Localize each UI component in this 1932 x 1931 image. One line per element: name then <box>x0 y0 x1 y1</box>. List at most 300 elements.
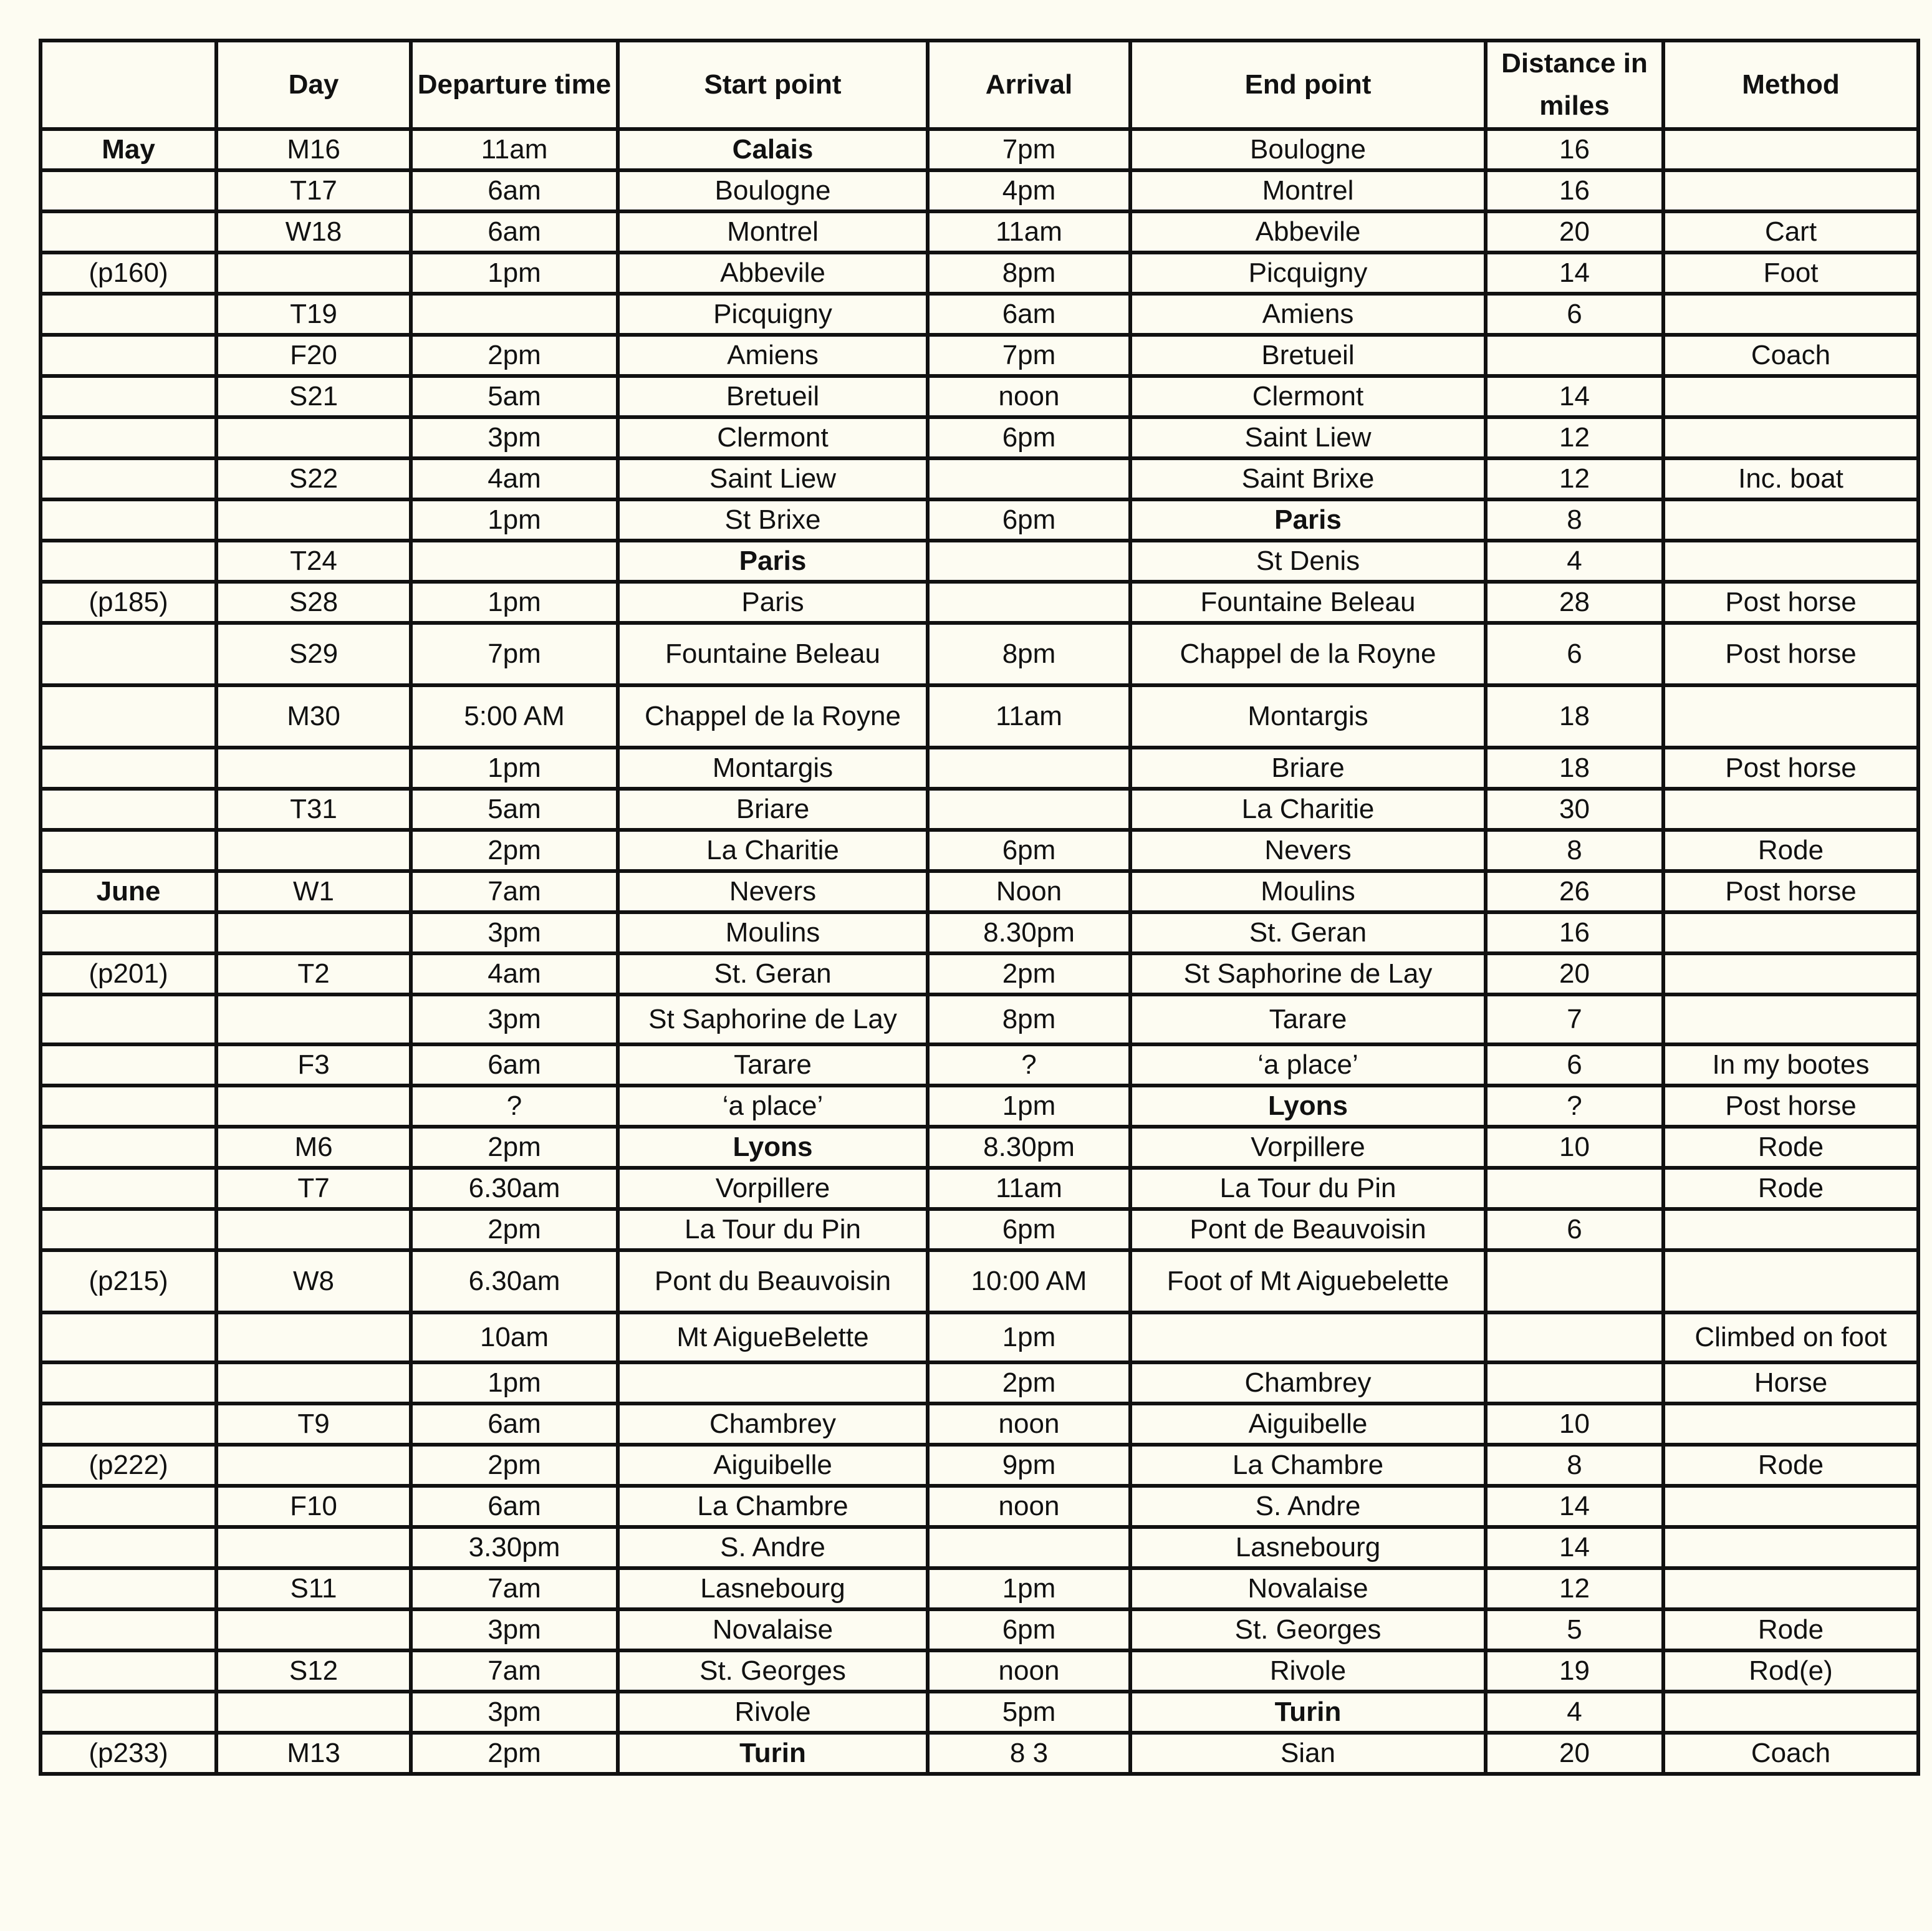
departure-cell: 3pm <box>411 1692 618 1733</box>
table-row <box>41 582 1918 623</box>
method-cell: Foot <box>1663 253 1918 294</box>
departure-cell: 3.30pm <box>411 1527 618 1568</box>
day-cell: T17 <box>216 170 411 211</box>
arrival-cell: 8pm <box>928 253 1130 294</box>
table-row <box>41 335 1918 376</box>
end-point-cell: Picquigny <box>1130 253 1486 294</box>
distance-cell <box>1486 1312 1663 1362</box>
header-month <box>41 41 216 129</box>
arrival-cell: 6pm <box>928 830 1130 871</box>
end-point-cell: Saint Liew <box>1130 417 1486 458</box>
day-cell: M13 <box>216 1733 411 1774</box>
table-row <box>41 1086 1918 1127</box>
end-point-cell: La Chambre <box>1130 1445 1486 1486</box>
start-point-cell: Fountaine Beleau <box>618 623 928 685</box>
distance-cell: 20 <box>1486 1733 1663 1774</box>
distance-cell: 12 <box>1486 458 1663 499</box>
method-cell <box>1663 294 1918 335</box>
end-point-cell: Lasnebourg <box>1130 1527 1486 1568</box>
day-cell <box>216 912 411 953</box>
day-cell <box>216 830 411 871</box>
month-cell: (p201) <box>41 953 216 994</box>
method-cell <box>1663 1250 1918 1312</box>
method-cell: Post horse <box>1663 1086 1918 1127</box>
departure-cell: 2pm <box>411 1445 618 1486</box>
day-cell: T7 <box>216 1168 411 1209</box>
departure-cell: 6am <box>411 1044 618 1086</box>
table-row <box>41 748 1918 789</box>
arrival-cell: noon <box>928 1404 1130 1445</box>
month-cell <box>41 748 216 789</box>
departure-cell: 7am <box>411 1568 618 1609</box>
end-point-cell: Rivole <box>1130 1650 1486 1692</box>
end-point-cell: Amiens <box>1130 294 1486 335</box>
start-point-cell: Lyons <box>618 1127 928 1168</box>
end-point-cell: Pont de Beauvoisin <box>1130 1209 1486 1250</box>
end-point-cell: Lyons <box>1130 1086 1486 1127</box>
end-point-cell: Saint Brixe <box>1130 458 1486 499</box>
day-cell <box>216 748 411 789</box>
end-point-cell: Nevers <box>1130 830 1486 871</box>
month-cell: June <box>41 871 216 912</box>
start-point-cell: Rivole <box>618 1692 928 1733</box>
arrival-cell: 2pm <box>928 1362 1130 1404</box>
month-cell: (p160) <box>41 253 216 294</box>
table-row <box>41 1568 1918 1609</box>
start-point-cell <box>618 1362 928 1404</box>
start-point-cell: Aiguibelle <box>618 1445 928 1486</box>
method-cell <box>1663 376 1918 417</box>
departure-cell <box>411 294 618 335</box>
departure-cell: 2pm <box>411 335 618 376</box>
header-departure-time: Departure time <box>411 41 618 129</box>
arrival-cell <box>928 541 1130 582</box>
month-cell <box>41 499 216 541</box>
arrival-cell: 6pm <box>928 499 1130 541</box>
end-point-cell: St. Geran <box>1130 912 1486 953</box>
distance-cell: 4 <box>1486 541 1663 582</box>
day-cell <box>216 1445 411 1486</box>
month-cell: (p233) <box>41 1733 216 1774</box>
day-cell <box>216 1312 411 1362</box>
table-row <box>41 830 1918 871</box>
end-point-cell: ‘a place’ <box>1130 1044 1486 1086</box>
distance-cell: 8 <box>1486 830 1663 871</box>
distance-cell: 26 <box>1486 871 1663 912</box>
distance-cell <box>1486 1168 1663 1209</box>
table-row <box>41 685 1918 748</box>
departure-cell: 6.30am <box>411 1168 618 1209</box>
day-cell: M16 <box>216 129 411 170</box>
day-cell: W8 <box>216 1250 411 1312</box>
end-point-cell: Boulogne <box>1130 129 1486 170</box>
table-row <box>41 541 1918 582</box>
table-row <box>41 1168 1918 1209</box>
arrival-cell: 6pm <box>928 417 1130 458</box>
arrival-cell: 6pm <box>928 1209 1130 1250</box>
month-cell <box>41 458 216 499</box>
start-point-cell: Briare <box>618 789 928 830</box>
end-point-cell: St Saphorine de Lay <box>1130 953 1486 994</box>
start-point-cell: Bretueil <box>618 376 928 417</box>
arrival-cell: 10:00 AM <box>928 1250 1130 1312</box>
month-cell <box>41 376 216 417</box>
departure-cell: 7am <box>411 1650 618 1692</box>
arrival-cell <box>928 458 1130 499</box>
day-cell: S21 <box>216 376 411 417</box>
distance-cell: ? <box>1486 1086 1663 1127</box>
distance-cell <box>1486 335 1663 376</box>
arrival-cell: 8pm <box>928 623 1130 685</box>
departure-cell: 10am <box>411 1312 618 1362</box>
month-cell <box>41 1044 216 1086</box>
departure-cell: 5am <box>411 789 618 830</box>
start-point-cell: S. Andre <box>618 1527 928 1568</box>
end-point-cell: Moulins <box>1130 871 1486 912</box>
itinerary-table <box>39 39 1920 1776</box>
day-cell: F10 <box>216 1486 411 1527</box>
day-cell <box>216 417 411 458</box>
start-point-cell: Calais <box>618 129 928 170</box>
distance-cell: 14 <box>1486 1486 1663 1527</box>
end-point-cell: S. Andre <box>1130 1486 1486 1527</box>
arrival-cell: 5pm <box>928 1692 1130 1733</box>
table-row <box>41 789 1918 830</box>
departure-cell: 6am <box>411 1486 618 1527</box>
departure-cell: 11am <box>411 129 618 170</box>
arrival-cell: 7pm <box>928 129 1130 170</box>
day-cell: M30 <box>216 685 411 748</box>
method-cell <box>1663 1527 1918 1568</box>
table-row <box>41 912 1918 953</box>
month-cell <box>41 623 216 685</box>
table-body <box>41 129 1918 1774</box>
day-cell <box>216 499 411 541</box>
end-point-cell: Chappel de la Royne <box>1130 623 1486 685</box>
end-point-cell <box>1130 1312 1486 1362</box>
start-point-cell: La Charitie <box>618 830 928 871</box>
method-cell <box>1663 417 1918 458</box>
distance-cell: 14 <box>1486 376 1663 417</box>
end-point-cell: Paris <box>1130 499 1486 541</box>
table-row <box>41 170 1918 211</box>
arrival-cell: 8.30pm <box>928 912 1130 953</box>
end-point-cell: Vorpillere <box>1130 1127 1486 1168</box>
day-cell: W18 <box>216 211 411 253</box>
arrival-cell: 7pm <box>928 335 1130 376</box>
start-point-cell: Saint Liew <box>618 458 928 499</box>
start-point-cell: Vorpillere <box>618 1168 928 1209</box>
month-cell <box>41 1568 216 1609</box>
arrival-cell: 6am <box>928 294 1130 335</box>
method-cell <box>1663 1486 1918 1527</box>
method-cell <box>1663 1209 1918 1250</box>
month-cell: May <box>41 129 216 170</box>
arrival-cell <box>928 1527 1130 1568</box>
method-cell: Post horse <box>1663 748 1918 789</box>
departure-cell: 7am <box>411 871 618 912</box>
day-cell: S22 <box>216 458 411 499</box>
arrival-cell: 9pm <box>928 1445 1130 1486</box>
month-cell <box>41 1527 216 1568</box>
arrival-cell: 1pm <box>928 1568 1130 1609</box>
distance-cell: 10 <box>1486 1127 1663 1168</box>
table-row <box>41 1609 1918 1650</box>
start-point-cell: St. Georges <box>618 1650 928 1692</box>
table-row <box>41 1250 1918 1312</box>
header-day: Day <box>216 41 411 129</box>
distance-cell: 20 <box>1486 953 1663 994</box>
start-point-cell: Picquigny <box>618 294 928 335</box>
distance-cell: 6 <box>1486 294 1663 335</box>
distance-cell: 5 <box>1486 1609 1663 1650</box>
departure-cell: 2pm <box>411 1209 618 1250</box>
arrival-cell: noon <box>928 376 1130 417</box>
month-cell: (p185) <box>41 582 216 623</box>
end-point-cell: Clermont <box>1130 376 1486 417</box>
departure-cell: 4am <box>411 953 618 994</box>
start-point-cell: Chambrey <box>618 1404 928 1445</box>
end-point-cell: Fountaine Beleau <box>1130 582 1486 623</box>
table-row <box>41 1650 1918 1692</box>
start-point-cell: Novalaise <box>618 1609 928 1650</box>
method-cell <box>1663 953 1918 994</box>
day-cell: T19 <box>216 294 411 335</box>
departure-cell: 1pm <box>411 253 618 294</box>
method-cell: Rode <box>1663 1609 1918 1650</box>
day-cell: S28 <box>216 582 411 623</box>
distance-cell: 14 <box>1486 253 1663 294</box>
distance-cell <box>1486 1250 1663 1312</box>
day-cell: T2 <box>216 953 411 994</box>
table-row <box>41 953 1918 994</box>
start-point-cell: Mt AigueBelette <box>618 1312 928 1362</box>
table-row <box>41 1044 1918 1086</box>
method-cell <box>1663 1404 1918 1445</box>
end-point-cell: Sian <box>1130 1733 1486 1774</box>
day-cell <box>216 994 411 1044</box>
departure-cell <box>411 541 618 582</box>
method-cell: Rod(e) <box>1663 1650 1918 1692</box>
end-point-cell: Montargis <box>1130 685 1486 748</box>
end-point-cell: Abbevile <box>1130 211 1486 253</box>
method-cell: Rode <box>1663 1445 1918 1486</box>
table-row <box>41 1362 1918 1404</box>
distance-cell: 12 <box>1486 417 1663 458</box>
method-cell <box>1663 789 1918 830</box>
departure-cell: 3pm <box>411 417 618 458</box>
table-row <box>41 1312 1918 1362</box>
method-cell: Rode <box>1663 1127 1918 1168</box>
distance-cell: 8 <box>1486 499 1663 541</box>
method-cell <box>1663 912 1918 953</box>
arrival-cell: 11am <box>928 685 1130 748</box>
day-cell <box>216 1609 411 1650</box>
method-cell <box>1663 994 1918 1044</box>
distance-cell: 18 <box>1486 748 1663 789</box>
end-point-cell: St Denis <box>1130 541 1486 582</box>
month-cell <box>41 912 216 953</box>
table-row <box>41 1445 1918 1486</box>
departure-cell: 2pm <box>411 830 618 871</box>
day-cell: T31 <box>216 789 411 830</box>
month-cell <box>41 1486 216 1527</box>
month-cell <box>41 1168 216 1209</box>
distance-cell: 6 <box>1486 1209 1663 1250</box>
table-row <box>41 417 1918 458</box>
distance-cell: 6 <box>1486 1044 1663 1086</box>
table-row <box>41 1404 1918 1445</box>
month-cell <box>41 1362 216 1404</box>
start-point-cell: Moulins <box>618 912 928 953</box>
method-cell: Post horse <box>1663 582 1918 623</box>
day-cell: S12 <box>216 1650 411 1692</box>
departure-cell: 7pm <box>411 623 618 685</box>
distance-cell: 12 <box>1486 1568 1663 1609</box>
departure-cell: 3pm <box>411 994 618 1044</box>
method-cell: Rode <box>1663 1168 1918 1209</box>
header-distance: Distance in miles <box>1486 41 1663 129</box>
month-cell <box>41 1086 216 1127</box>
day-cell <box>216 1692 411 1733</box>
day-cell: S11 <box>216 1568 411 1609</box>
month-cell <box>41 541 216 582</box>
month-cell <box>41 1209 216 1250</box>
table-row <box>41 129 1918 170</box>
distance-cell: 6 <box>1486 623 1663 685</box>
table-row <box>41 994 1918 1044</box>
arrival-cell: 8.30pm <box>928 1127 1130 1168</box>
arrival-cell: ? <box>928 1044 1130 1086</box>
distance-cell: 19 <box>1486 1650 1663 1692</box>
method-cell <box>1663 1568 1918 1609</box>
start-point-cell: Paris <box>618 582 928 623</box>
distance-cell: 28 <box>1486 582 1663 623</box>
end-point-cell: St. Georges <box>1130 1609 1486 1650</box>
method-cell <box>1663 541 1918 582</box>
start-point-cell: Pont du Beauvoisin <box>618 1250 928 1312</box>
method-cell: Climbed on foot <box>1663 1312 1918 1362</box>
table-row <box>41 294 1918 335</box>
start-point-cell: Abbevile <box>618 253 928 294</box>
month-cell <box>41 1609 216 1650</box>
distance-cell: 16 <box>1486 912 1663 953</box>
end-point-cell: La Charitie <box>1130 789 1486 830</box>
method-cell <box>1663 685 1918 748</box>
month-cell <box>41 1650 216 1692</box>
table-row <box>41 211 1918 253</box>
table-row <box>41 376 1918 417</box>
month-cell: (p215) <box>41 1250 216 1312</box>
arrival-cell: 11am <box>928 1168 1130 1209</box>
end-point-cell: Montrel <box>1130 170 1486 211</box>
method-cell <box>1663 129 1918 170</box>
header-method: Method <box>1663 41 1918 129</box>
method-cell: Horse <box>1663 1362 1918 1404</box>
departure-cell: 6.30am <box>411 1250 618 1312</box>
month-cell <box>41 685 216 748</box>
arrival-cell: 1pm <box>928 1086 1130 1127</box>
departure-cell: 2pm <box>411 1733 618 1774</box>
table-row <box>41 1127 1918 1168</box>
start-point-cell: Montrel <box>618 211 928 253</box>
start-point-cell: St. Geran <box>618 953 928 994</box>
method-cell: Coach <box>1663 335 1918 376</box>
method-cell <box>1663 499 1918 541</box>
month-cell <box>41 417 216 458</box>
month-cell <box>41 1692 216 1733</box>
start-point-cell: ‘a place’ <box>618 1086 928 1127</box>
header-start-point: Start point <box>618 41 928 129</box>
end-point-cell: Aiguibelle <box>1130 1404 1486 1445</box>
distance-cell: 16 <box>1486 170 1663 211</box>
method-cell <box>1663 1692 1918 1733</box>
start-point-cell: Clermont <box>618 417 928 458</box>
distance-cell: 8 <box>1486 1445 1663 1486</box>
method-cell: Cart <box>1663 211 1918 253</box>
day-cell: F3 <box>216 1044 411 1086</box>
departure-cell: 3pm <box>411 912 618 953</box>
month-cell: (p222) <box>41 1445 216 1486</box>
month-cell <box>41 170 216 211</box>
departure-cell: 1pm <box>411 582 618 623</box>
departure-cell: 1pm <box>411 499 618 541</box>
end-point-cell: Foot of Mt Aiguebelette <box>1130 1250 1486 1312</box>
arrival-cell: noon <box>928 1650 1130 1692</box>
month-cell <box>41 1404 216 1445</box>
day-cell: T24 <box>216 541 411 582</box>
arrival-cell: 2pm <box>928 953 1130 994</box>
start-point-cell: Paris <box>618 541 928 582</box>
start-point-cell: Amiens <box>618 335 928 376</box>
table-row <box>41 1692 1918 1733</box>
method-cell: Post horse <box>1663 871 1918 912</box>
start-point-cell: Montargis <box>618 748 928 789</box>
arrival-cell <box>928 582 1130 623</box>
day-cell: F20 <box>216 335 411 376</box>
end-point-cell: Bretueil <box>1130 335 1486 376</box>
table-row <box>41 458 1918 499</box>
month-cell <box>41 830 216 871</box>
arrival-cell: 6pm <box>928 1609 1130 1650</box>
month-cell <box>41 1312 216 1362</box>
method-cell: Rode <box>1663 830 1918 871</box>
month-cell <box>41 335 216 376</box>
end-point-cell: Novalaise <box>1130 1568 1486 1609</box>
month-cell <box>41 994 216 1044</box>
day-cell <box>216 1209 411 1250</box>
month-cell <box>41 789 216 830</box>
end-point-cell: La Tour du Pin <box>1130 1168 1486 1209</box>
arrival-cell: 8pm <box>928 994 1130 1044</box>
start-point-cell: Chappel de la Royne <box>618 685 928 748</box>
start-point-cell: Turin <box>618 1733 928 1774</box>
header-end-point: End point <box>1130 41 1486 129</box>
distance-cell <box>1486 1362 1663 1404</box>
departure-cell: 5am <box>411 376 618 417</box>
day-cell <box>216 1086 411 1127</box>
arrival-cell: 4pm <box>928 170 1130 211</box>
arrival-cell: 11am <box>928 211 1130 253</box>
day-cell <box>216 1527 411 1568</box>
method-cell <box>1663 170 1918 211</box>
distance-cell: 18 <box>1486 685 1663 748</box>
start-point-cell: Boulogne <box>618 170 928 211</box>
distance-cell: 14 <box>1486 1527 1663 1568</box>
departure-cell: 5:00 AM <box>411 685 618 748</box>
day-cell: W1 <box>216 871 411 912</box>
departure-cell: 3pm <box>411 1609 618 1650</box>
